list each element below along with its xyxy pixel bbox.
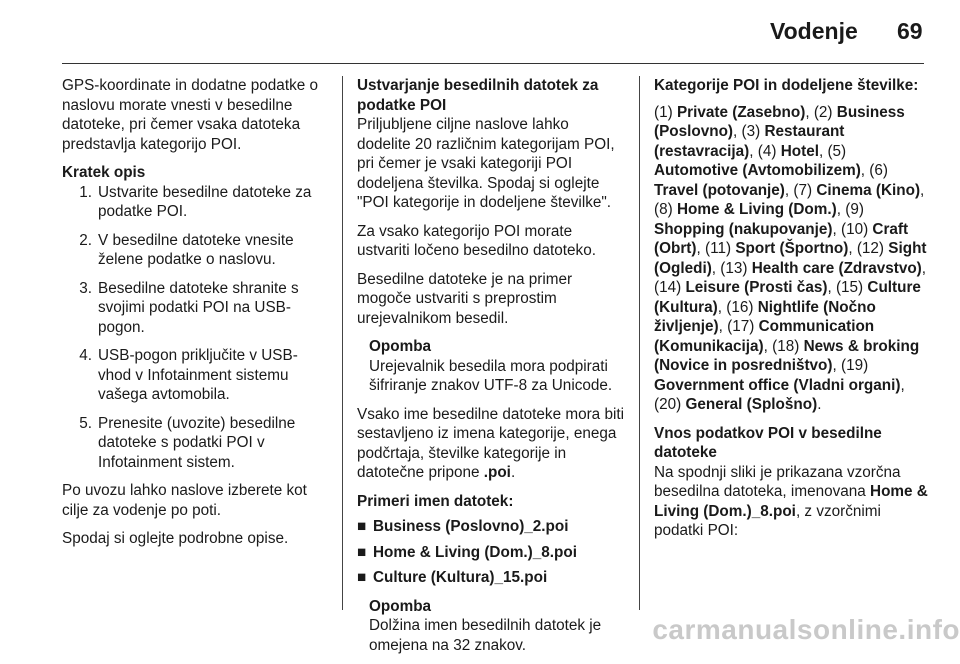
category-name: Sight (Ogledi) [654, 240, 927, 277]
paragraph-categories: Priljubljene ciljne naslove lahko dodelite 20 različnim kategorijam POI, pri čemer je vsaki kategoriji POI dodeljena številka. Spodaj si oglejte "POI kategorije in dodeljene številke". [357, 116, 615, 211]
step-text: Ustvarite besedilne datoteke za podatke POI. [98, 183, 312, 220]
category-separator: , [696, 240, 705, 257]
sentence-end: . [510, 464, 516, 481]
category-number: (12) [856, 240, 885, 257]
step-number: 3. [79, 279, 92, 297]
step-item [62, 231, 330, 270]
note-text: Dolžina imen besedilnih datotek je omejena na 32 znakov. [369, 617, 602, 654]
category-number: (7) [793, 181, 813, 199]
sample-text-end: , z vzorčnimi podatki POI: [654, 502, 881, 539]
category-name: Restaurant (restavracija) [654, 123, 845, 160]
paragraph-sample-file [654, 463, 932, 541]
category-number: (18) [772, 337, 800, 355]
category-separator: , [836, 201, 846, 218]
category-separator: , [848, 240, 857, 257]
paragraph-separate-file: Za vsako kategorijo POI morate ustvariti ločeno besedilno datoteko. [357, 222, 596, 259]
note-utf8 [357, 337, 625, 396]
category-separator: , [718, 318, 728, 335]
poi-categories-list [654, 103, 932, 415]
category-separator: , [711, 259, 721, 277]
category-name: Hotel [780, 142, 819, 160]
column-3 [654, 76, 932, 550]
steps-list [62, 183, 330, 473]
paragraph-file-naming [357, 405, 625, 483]
column-1 [62, 76, 330, 558]
category-number: (13) [720, 259, 748, 277]
section-heading-create-files: Ustvarjanje besedilnih datotek za podatke POI [357, 77, 599, 114]
category-name: Leisure (Prosti čas) [685, 279, 828, 296]
header-divider [62, 63, 924, 64]
bullet-icon: ■ [357, 543, 367, 561]
step-text: Besedilne datoteke shranite s svojimi podatki POI na USB-pogon. [98, 279, 299, 336]
file-extension: .poi [483, 464, 511, 481]
category-number: (14) [654, 279, 682, 296]
category-separator: , [784, 181, 794, 199]
step-text: USB-pogon priključite v USB-vhod v Infotainment sistemu vašega avtomobila. [98, 347, 298, 403]
category-name: Shopping (nakupovanje) [654, 220, 833, 238]
example-text: Home & Living (Dom.)_8.poi [373, 543, 577, 561]
category-number: (9) [845, 201, 864, 218]
category-separator: , [717, 298, 727, 316]
category-number: (8) [654, 201, 673, 218]
column-divider [639, 76, 640, 610]
step-number: 4. [79, 347, 92, 364]
category-name: Automotive (Avtomobilizem) [654, 162, 861, 179]
step-text: Prenesite (uvozite) besedilne datoteke s podatki POI v Infotainment sistem. [98, 414, 296, 471]
category-name: Cinema (Kino) [816, 181, 921, 199]
category-name: Home & Living (Dom.) [676, 201, 837, 218]
example-text: Culture (Kultura)_15.poi [373, 569, 548, 586]
category-separator: , [749, 142, 758, 160]
sample-file-name: Home & Living (Dom.)_8.poi [654, 483, 928, 520]
category-number: (11) [704, 240, 732, 257]
poi-categories-heading: Kategorije POI in dodeljene številke: [654, 77, 919, 94]
page-title: Vodenje [770, 18, 858, 44]
category-name: Private (Zasebno) [676, 103, 806, 121]
example-filename [357, 543, 625, 563]
category-separator: , [900, 376, 905, 394]
category-name: Business (Poslovno) [654, 103, 905, 140]
category-name: News & broking (Novice in posredništvo) [654, 337, 920, 374]
category-number: (19) [841, 357, 869, 374]
paragraph-text-editor: Besedilne datoteke je na primer mogoče ustvariti s preprostim urejevalnikom besedil. [357, 270, 573, 327]
category-number: (3) [741, 123, 761, 140]
category-number: (17) [727, 318, 755, 335]
category-name: Craft (Obrt) [654, 220, 909, 257]
category-name: Health care (Zdravstvo) [751, 259, 922, 277]
note-title: Opomba [369, 338, 432, 355]
page-number: 69 [897, 18, 923, 44]
category-separator: , [920, 181, 925, 199]
category-number: (16) [726, 298, 754, 316]
category-separator: , [763, 337, 773, 355]
watermark: carmanualsonline.info [652, 614, 960, 645]
after-import-paragraph: Po uvozu lahko naslove izberete kot cilje za vodenje po poti. [62, 482, 307, 519]
file-naming-text: Vsako ime besedilne datoteke mora biti sestavljeno iz imena kategorije, enega podčrtaja, številke kategorije in datotečne pripone [357, 405, 624, 481]
step-item [62, 279, 330, 338]
category-separator: , [921, 259, 927, 277]
category-separator: , [832, 357, 841, 374]
category-number: (10) [840, 220, 869, 238]
category-separator: , [733, 123, 742, 140]
category-separator: , [832, 220, 841, 238]
step-number: 5. [79, 414, 92, 432]
example-filename [357, 517, 625, 537]
category-name: Nightlife (Nočno življenje) [654, 298, 876, 335]
step-number: 1. [79, 183, 92, 201]
category-separator: , [818, 142, 828, 160]
category-name: Travel (potovanje) [654, 181, 785, 199]
intro-paragraph: GPS-koordinate in dodatne podatke o naslovu morate vnesti v besedilne datoteke, pri čemer vsaka datoteka predstavlja kategorijo POI. [62, 77, 318, 153]
bullet-icon: ■ [357, 518, 367, 535]
category-name: Sport (Športno) [735, 240, 849, 257]
category-number: (6) [869, 162, 888, 179]
category-separator: . [817, 396, 822, 413]
category-separator: , [860, 162, 870, 179]
category-name: Government office (Vladni organi) [654, 376, 901, 394]
category-separator: , [805, 103, 814, 121]
category-name: Culture (Kultura) [654, 279, 921, 316]
examples-heading: Primeri imen datotek: [357, 492, 514, 510]
short-description-heading: Kratek opis [62, 164, 146, 181]
step-item [62, 346, 330, 405]
see-below-paragraph: Spodaj si oglejte podrobne opise. [62, 530, 289, 547]
category-number: (2) [813, 103, 833, 121]
step-item [62, 183, 330, 222]
examples-list [357, 517, 625, 588]
step-text: V besedilne datoteke vnesite želene podatke o naslovu. [98, 231, 294, 268]
step-number: 2. [79, 231, 92, 249]
category-separator: , [827, 279, 836, 296]
note-title: Opomba [369, 597, 432, 615]
category-number: (5) [827, 142, 847, 160]
category-name: Communication (Komunikacija) [654, 318, 875, 355]
bullet-icon: ■ [357, 569, 367, 586]
column-divider [342, 76, 343, 610]
sample-text: Na spodnji sliki je prikazana vzorčna besedilna datoteka, imenovana [654, 463, 901, 500]
category-name: General (Splošno) [685, 396, 818, 413]
category-number: (15) [835, 279, 864, 296]
category-number: (4) [757, 142, 777, 160]
category-number: (1) [654, 103, 673, 121]
column-2 [357, 76, 625, 664]
step-item [62, 414, 330, 473]
example-text: Business (Poslovno)_2.poi [373, 518, 569, 535]
example-filename [357, 568, 625, 588]
note-text: Urejevalnik besedila mora podpirati šifriranje znakov UTF-8 za Unicode. [369, 357, 613, 394]
category-number: (20) [654, 396, 682, 413]
section-heading-enter-poi: Vnos podatkov POI v besedilne datoteke [654, 424, 882, 461]
